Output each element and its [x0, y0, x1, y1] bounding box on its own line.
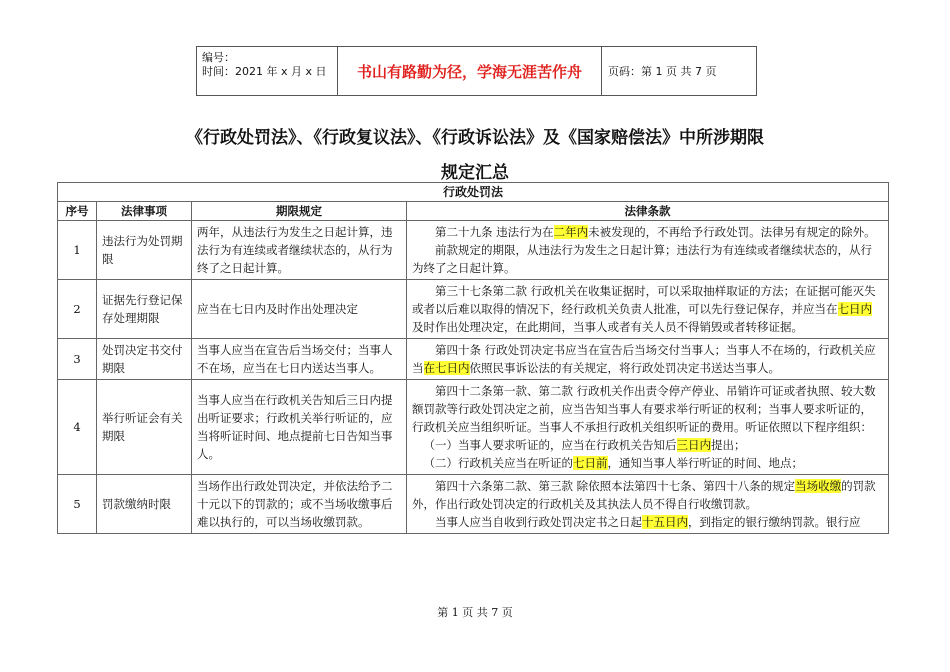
row-item: 罚款缴纳时限 [97, 475, 192, 534]
document-header-box [196, 46, 757, 96]
row-item: 举行听证会有关期限 [97, 380, 192, 475]
table-row [58, 380, 889, 475]
highlighted-deadline: 二年内 [553, 225, 589, 239]
row-number: 5 [58, 475, 97, 534]
row-item: 处罚决定书交付期限 [97, 339, 192, 380]
column-header: 法律条款 [407, 202, 889, 221]
clause-paragraph: 第三十七条第二款 行政机关在收集证据时，可以采取抽样取证的方法；在证据可能灭失或者以后难以取得的情况下，经行政机关负责人批准，可以先行登记保存，并应当在七日内及时作出处理决定，在此期间，当事人或者有关人员不得销毁或者转移证据。 [412, 284, 876, 334]
clause-paragraph: 第四十二条第一款、第二款 行政机关作出责令停产停业、吊销许可证或者执照、较大数额罚款等行政处罚决定之前，应当告知当事人有要求举行听证的权利；当事人要求听证的，行政机关应当组织听证。当事人不承担行政机关组织听证的费用。听证依照以下程序组织： [412, 384, 876, 434]
motto: 书山有路勤为径，学海无涯苦作舟 [338, 47, 602, 95]
row-number: 4 [58, 380, 97, 475]
row-clause [407, 221, 889, 280]
clause-paragraph: 当事人应当自收到行政处罚决定书之日起十五日内，到指定的银行缴纳罚款。银行应 [435, 515, 861, 529]
row-number: 1 [58, 221, 97, 280]
row-clause [407, 339, 889, 380]
table-row [58, 280, 889, 339]
highlighted-deadline: 三日内 [676, 438, 711, 452]
row-number: 2 [58, 280, 97, 339]
page-label: 页码：第 1 页 共 7 页 [608, 65, 717, 78]
highlighted-deadline: 当场收缴 [795, 479, 842, 493]
row-period: 当场作出行政处罚决定，并依法给予二十元以下的罚款的；或不当场收缴事后难以执行的，可以当场收缴罚款。 [192, 475, 407, 534]
row-clause [407, 280, 889, 339]
row-clause [407, 380, 889, 475]
column-header: 法律事项 [97, 202, 192, 221]
table-row [58, 339, 889, 380]
column-header-row [58, 202, 889, 221]
clause-paragraph: （一）当事人要求听证的，应当在行政机关告知后三日内提出； [423, 438, 746, 452]
row-period: 当事人应当在宣告后当场交付；当事人不在场，应当在七日内送达当事人。 [192, 339, 407, 380]
document-title: 《行政处罚法》、《行政复议法》、《行政诉讼法》及《国家赔偿法》中所涉期限 [186, 128, 764, 148]
clause-paragraph: 第四十条 行政处罚决定书应当在宣告后当场交付当事人；当事人不在场的，行政机关应当在七日内依照民事诉讼法的有关规定，将行政处罚决定书送达当事人。 [412, 343, 876, 375]
table-row [58, 221, 889, 280]
deadline-table [57, 182, 889, 534]
clause-paragraph: 前款规定的期限，从违法行为发生之日起计算；违法行为有连续或者继续状态的，从行为终了之日起计算。 [412, 243, 872, 275]
section-header-row [58, 183, 889, 202]
highlighted-deadline: 在七日内 [423, 361, 470, 375]
clause-paragraph: 第二十九条 违法行为在二年内未被发现的，不再给予行政处罚。法律另有规定的除外。 [435, 225, 876, 239]
table-row [58, 475, 889, 534]
row-item: 证据先行登记保存处理期限 [97, 280, 192, 339]
section-title: 行政处罚法 [58, 183, 889, 202]
document-title-line2: 规定汇总 [441, 163, 509, 183]
clause-paragraph: （二）行政机关应当在听证的七日前，通知当事人举行听证的时间、地点； [423, 456, 803, 470]
highlighted-deadline: 七日内 [837, 302, 872, 316]
row-period: 当事人应当在行政机关告知后三日内提出听证要求；行政机关举行听证的，应当将听证时间、地点提前七日告知当事人。 [192, 380, 407, 475]
row-item: 违法行为处罚期限 [97, 221, 192, 280]
highlighted-deadline: 七日前 [573, 456, 608, 470]
column-header: 序号 [58, 202, 97, 221]
header-meta-cell [197, 47, 338, 95]
page-footer: 第 1 页 共 7 页 [437, 606, 513, 619]
number-label: 编号： [202, 51, 235, 64]
column-header: 期限规定 [192, 202, 407, 221]
row-number: 3 [58, 339, 97, 380]
highlighted-deadline: 十五日内 [642, 515, 688, 529]
row-period: 两年，从违法行为发生之日起计算，违法行为有连续或者继续状态的，从行为终了之日起计算。 [192, 221, 407, 280]
time-label: 时间：2021 年 x 月 x 日 [202, 65, 327, 78]
clause-paragraph: 第四十六条第二款、第三款 除依照本法第四十七条、第四十八条的规定当场收缴的罚款外，作出行政处罚决定的行政机关及其执法人员不得自行收缴罚款。 [412, 479, 876, 511]
row-clause [407, 475, 889, 534]
row-period: 应当在七日内及时作出处理决定 [192, 280, 407, 339]
